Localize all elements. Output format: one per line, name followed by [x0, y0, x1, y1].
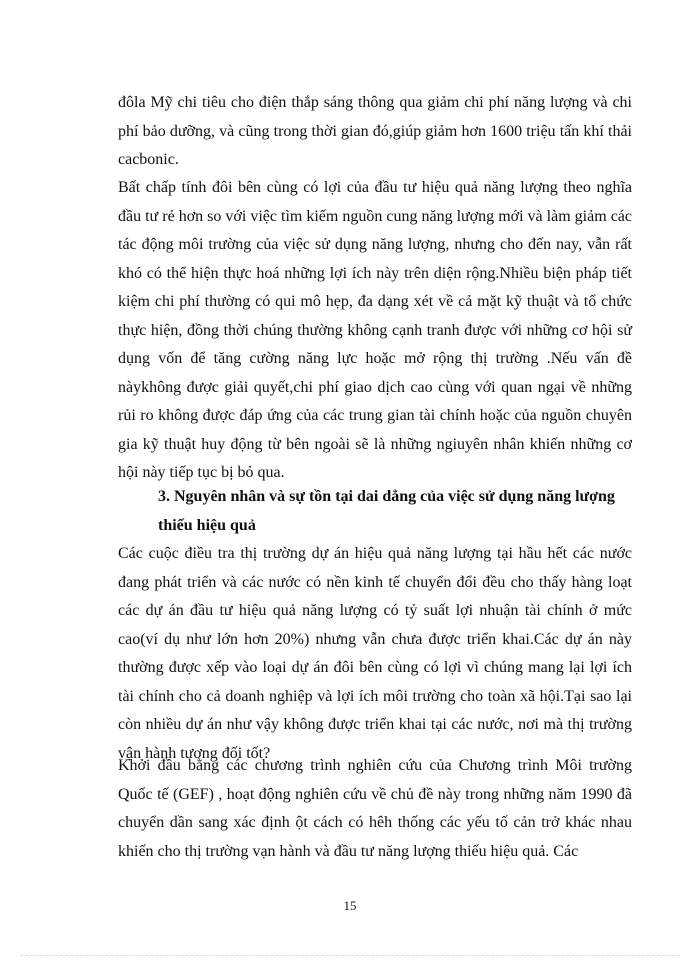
page-number: 15 — [343, 898, 357, 913]
paragraph-barriers: Bất chấp tính đôi bên cùng có lợi của đầu tư hiệu quả năng lượng theo nghĩa đầu tư rẻ hơn so với việc tìm kiếm nguồn cung năng lượng mới và làm giảm các tác động môi trường của việc sử dụng năng lượng, nhưng cho đến nay, vẫn rất khó có thể hiện thực hoá những lợi ích này trên diện rộng.Nhiều biện pháp tiết kiệm chi phí thường có qui mô hẹp, đa dạng xét về cả mặt kỹ thuật và tổ chức thực hiện, đồng thời chúng thường không cạnh tranh được với những cơ hội sử dụng vốn để tăng cường năng lực hoặc mở rộng thị trường .Nếu vấn đề nàykhông được giải quyết,chi phí giao dịch cao cùng với quan ngại về những rủi ro không được đáp ứng của các trung gian tài chính hoặc của nguồn chuyên gia kỹ thuật huy động từ bên ngoài sẽ là những ngiuyên nhân khiến những cơ hội này tiếp tục bị bỏ qua. — [118, 179, 632, 481]
paragraph-gef-research: Khởi đầu bằng các chương trình nghiên cứu của Chương trình Môi trường Quốc tế (GEF) , hoạt động nghiên cứu về chủ đề này trong những năm 1990 đã chuyển dần sang xác định ột cách có hêh thống các yếu tố cản trở khác nhau khiến cho thị trường vạn hành và đầu tư năng lượng thiếu hiệu quả. Các — [118, 757, 632, 860]
paragraph-continuation: đôla Mỹ chi tiêu cho điện thắp sáng thông qua giảm chi phí năng lượng và chi phí bảo dưỡng, và cũng trong thời gian đó,giúp giảm hơn 1600 triệu tấn khí thải cacbonic. — [118, 94, 632, 168]
paragraph-market-surveys: Các cuộc điều tra thị trường dự án hiệu quả năng lượng tại hầu hết các nước đang phát triển và các nước có nền kinh tế chuyển đổi đều cho thấy hàng loạt các dự án đầu tư hiệu quả năng lượng có tỷ suất lợi nhuận tài chính ở mức cao(ví dụ như lớn hơn 20%) nhưng vẫn chưa được triển khai.Các dự án này thường được xếp vào loại dự án đôi bên cùng có lợi vì chúng mang lại lợi ích tài chính cho cả doanh nghiệp và lợi ích môi trường cho toàn xã hội.Tại sao lại còn nhiều dự án như vậy không được triển khai tại các nước, nơi mà thị trường vận hành tương đối tốt? — [118, 545, 632, 762]
page-bottom-divider — [20, 955, 680, 956]
section-heading: 3. Nguyên nhân và sự tồn tại dai dẳng của việc sử dụng năng lượng thiếu hiệu quả — [158, 488, 615, 534]
